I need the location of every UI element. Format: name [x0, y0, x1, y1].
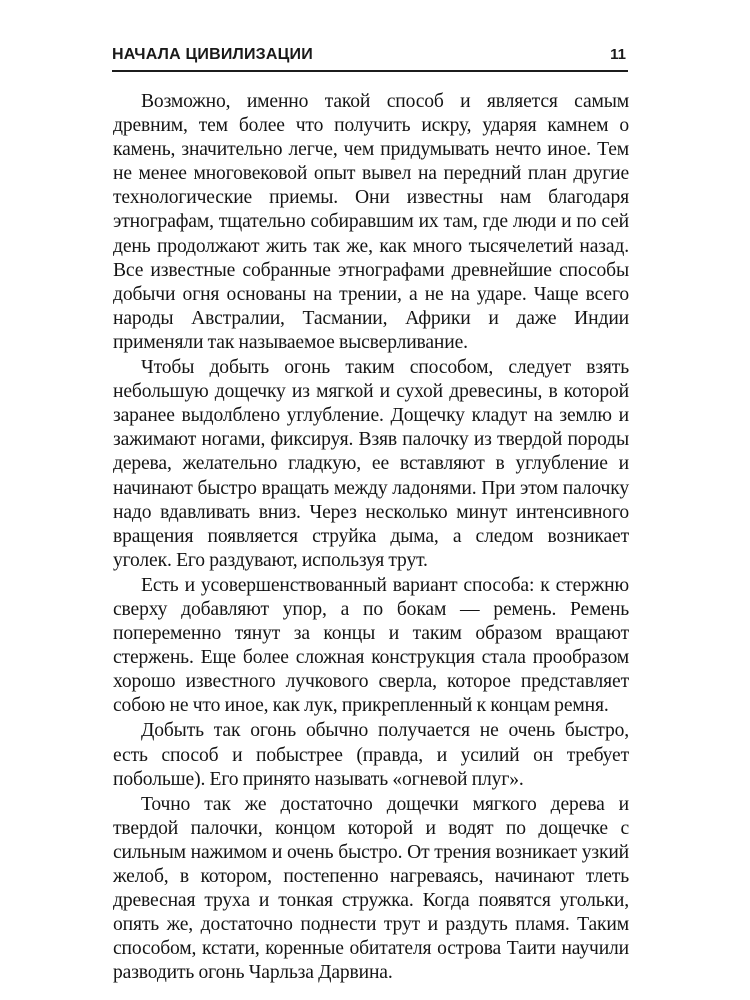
running-title: НАЧАЛА ЦИВИЛИЗАЦИИ	[112, 46, 313, 63]
body-text	[113, 90, 629, 986]
page-header	[112, 46, 628, 70]
paragraph: Чтобы добыть огонь таким способом, следует взять небольшую дощечку из мягкой и сухой древесины, в которой заранее выдолблено углубление. Дощечку кладут на землю и зажимают ногами, фиксируя. Взяв палочку из твердой породы дерева, желательно гладкую, ее вставляют в углубление и начинают быстро вращать между ладонями. При этом палочку надо вдавливать вниз. Через несколько минут интенсивного вращения появляется струйка дыма, а следом возникает уголек. Его раздувают, используя трут.	[113, 357, 629, 571]
paragraph: Точно так же достаточно дощечки мягкого дерева и твердой палочки, концом которой и водят по дощечке с сильным нажимом и очень быстро. От трения возникает узкий желоб, в котором, постепенно нагреваясь, начинают тлеть древесная труха и тонкая стружка. Когда появятся угольки, опять же, достаточно поднести трут и раздуть пламя. Таким способом, кстати, коренные обитателя острова Таити научили разводить огонь Чарльза Дарвина.	[113, 793, 629, 984]
paragraph: Есть и усовершенствованный вариант способа: к стержню сверху добавляют упор, а по бокам — ремень. Ремень попеременно тянут за концы и таким образом вращают стержень. Еще более сложная конструкция стала прообразом хорошо известного лучкового сверла, которое представляет собою не что иное, как лук, прикрепленный к концам ремня.	[113, 574, 629, 717]
paragraph: Возможно, именно такой способ и является самым древним, тем более что получить искру, ударяя камнем о камень, значительно легче, чем придумывать нечто иное. Тем не менее многовековой опыт вывел на передний план другие технологические приемы. Они известны нам благодаря этнографам, тщательно собиравшим их там, где люди и по сей день продолжают жить так же, как много тысячелетий назад. Все известные собранные этнографами древнейшие способы добычи огня основаны на трении, а не на ударе. Чаще всего народы Австралии, Тасмании, Африки и даже Индии применяли так называемое высверливание.	[113, 91, 629, 353]
header-rule	[112, 70, 628, 72]
page-number: 11	[610, 46, 626, 63]
paragraph: Добыть так огонь обычно получается не очень быстро, есть способ и побыстрее (правда, и усилий он требует побольше). Его принято называть «огневой плуг».	[113, 720, 629, 790]
